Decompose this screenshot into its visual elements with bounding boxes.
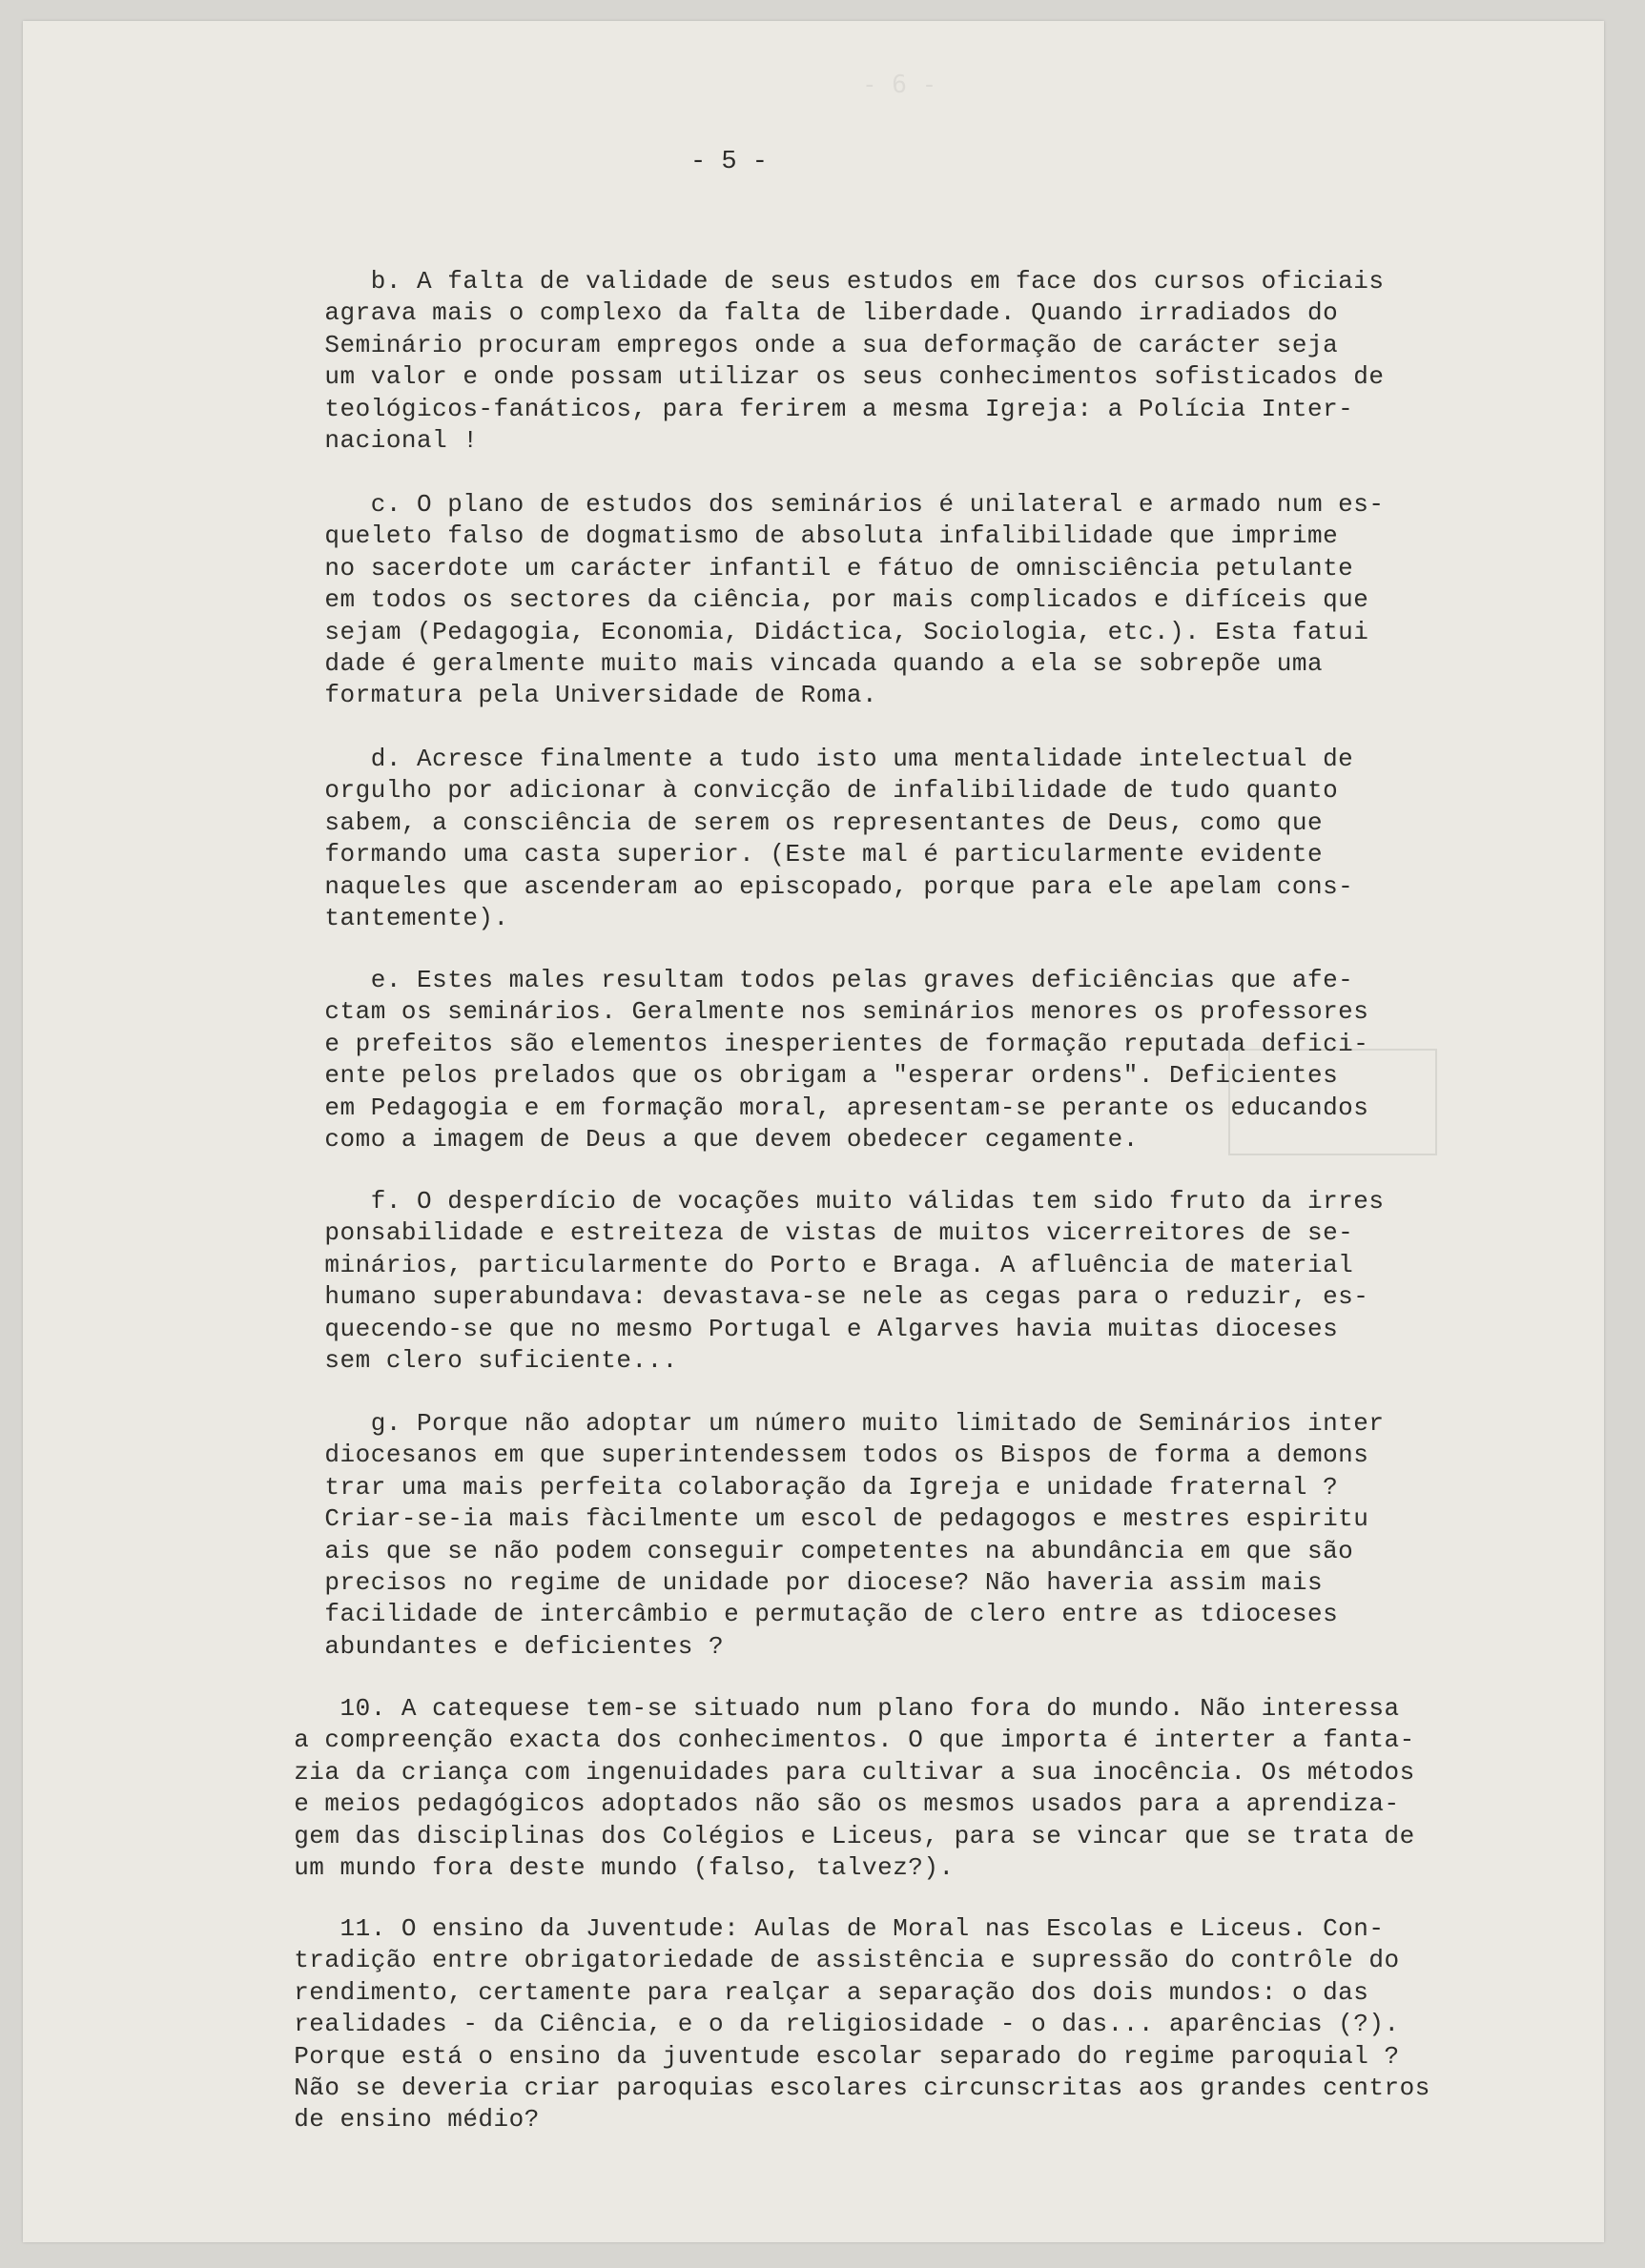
paragraph-g [263, 1408, 1385, 1663]
text-line: a compreenção exacta dos conhecimentos. O que importa é interter a fanta- [263, 1726, 1415, 1755]
text-line: sabem, a consciência de serem os representantes de Deus, como que [263, 807, 1324, 837]
text-line: Criar-se-ia mais fàcilmente um escol de pedagogos e mestres espiritu [263, 1504, 1369, 1534]
text-line: gem das disciplinas dos Colégios e Liceus, para se vincar que se trata de [263, 1821, 1415, 1850]
paragraph-11 [263, 1913, 1430, 2136]
text-line: formatura pela Universidade de Roma. [263, 681, 878, 710]
text-line: dade é geralmente muito mais vincada quando a ela se sobrepõe uma [263, 649, 1324, 679]
text-line: e. Estes males resultam todos pelas graves deficiências que afe- [263, 966, 1354, 994]
text-line: quecendo-se que no mesmo Portugal e Algarves havia muitas dioceses [263, 1314, 1339, 1343]
text-line: e meios pedagógicos adoptados não são os mesmos usados para a aprendiza- [263, 1789, 1400, 1819]
text-line: rendimento, certamente para realçar a separação dos dois mundos: o das [263, 1977, 1369, 2007]
text-line: tradição entre obrigatoriedade de assistência e supressão do contrôle do [263, 1946, 1400, 1975]
text-line: d. Acresce finalmente a tudo isto uma mentalidade intelectual de [263, 745, 1354, 773]
paragraph-f [263, 1186, 1385, 1377]
text-line: em Pedagogia e em formação moral, apresentam-se perante os educandos [263, 1093, 1369, 1122]
paragraph-c [263, 489, 1385, 712]
text-line: de ensino médio? [263, 2105, 540, 2135]
text-line: Porque está o ensino da juventude escolar separado do regime paroquial ? [263, 2041, 1400, 2071]
text-line: um mundo fora deste mundo (falso, talvez?). [263, 1853, 955, 1883]
text-line: agrava mais o complexo da falta de liberdade. Quando irradiados do [263, 298, 1339, 328]
text-line: nacional ! [263, 426, 479, 456]
text-line: f. O desperdício de vocações muito válidas tem sido fruto da irres [263, 1187, 1385, 1216]
paragraph-e [263, 965, 1368, 1155]
text-line: como a imagem de Deus a que devem obedecer cegamente. [263, 1125, 1139, 1154]
text-line: ponsabilidade e estreiteza de vistas de muitos vicerreitores de se- [263, 1218, 1354, 1248]
text-line: formando uma casta superior. (Este mal é particularmente evidente [263, 840, 1324, 869]
paragraph-d [263, 744, 1353, 934]
text-line: Seminário procuram empregos onde a sua deformação de carácter seja [263, 330, 1339, 359]
text-line: g. Porque não adoptar um número muito limitado de Seminários inter [263, 1409, 1385, 1438]
text-line: teológicos-fanáticos, para ferirem a mesma Igreja: a Polícia Inter- [263, 394, 1354, 423]
text-line: minários, particularmente do Porto e Braga. A afluência de material [263, 1250, 1354, 1279]
text-line: naqueles que ascenderam ao episcopado, porque para ele apelam cons- [263, 871, 1354, 901]
text-line: abundantes e deficientes ? [263, 1631, 725, 1661]
text-line: ais que se não podem conseguir competentes na abundância em que são [263, 1536, 1354, 1565]
text-line: realidades - da Ciência, e o da religiosidade - o das... aparências (?). [263, 2010, 1400, 2039]
text-line: um valor e onde possam utilizar os seus conhecimentos sofisticados de [263, 362, 1385, 392]
text-line: ente pelos prelados que os obrigam a "esperar ordens". Deficientes [263, 1061, 1339, 1091]
text-line: tantemente). [263, 904, 509, 933]
text-line: zia da criança com ingenuidades para cultivar a sua inocência. Os métodos [263, 1757, 1415, 1787]
text-line: no sacerdote um carácter infantil e fátuo de omnisciência petulante [263, 553, 1354, 582]
text-line: trar uma mais perfeita colaboração da Igreja e unidade fraternal ? [263, 1472, 1339, 1502]
paragraph-b [263, 266, 1385, 457]
text-line: diocesanos em que superintendessem todos os Bispos de forma a demons [263, 1440, 1369, 1470]
text-line: orgulho por adicionar à convicção de infalibilidade de tudo quanto [263, 776, 1339, 806]
text-line: 11. O ensino da Juventude: Aulas de Moral nas Escolas e Liceus. Con- [263, 1914, 1385, 1943]
text-line: facilidade de intercâmbio e permutação de clero entre as tdioceses [263, 1600, 1339, 1629]
document-page [23, 21, 1604, 2242]
text-line: sem clero suficiente... [263, 1346, 678, 1376]
text-line: humano superabundava: devastava-se nele as cegas para o reduzir, es- [263, 1282, 1369, 1312]
text-line: e prefeitos são elementos inesperientes de formação reputada defici- [263, 1029, 1369, 1058]
text-line: em todos os sectores da ciência, por mais complicados e difíceis que [263, 585, 1369, 615]
text-line: b. A falta de validade de seus estudos em face dos cursos oficiais [263, 267, 1385, 296]
text-line: queleto falso de dogmatismo de absoluta infalibilidade que imprime [263, 521, 1339, 551]
bleed-through-page-number: - 6 - [862, 71, 937, 99]
page-number: - 5 - [690, 148, 769, 176]
text-line: ctam os seminários. Geralmente nos seminários menores os professores [263, 997, 1369, 1027]
text-line: sejam (Pedagogia, Economia, Didáctica, Sociologia, etc.). Esta fatui [263, 617, 1369, 646]
text-line: 10. A catequese tem-se situado num plano fora do mundo. Não interessa [263, 1694, 1400, 1723]
paragraph-10 [263, 1693, 1415, 1884]
text-line: precisos no regime de unidade por diocese? Não haveria assim mais [263, 1568, 1324, 1598]
text-line: c. O plano de estudos dos seminários é unilateral e armado num es- [263, 490, 1385, 519]
text-line: Não se deveria criar paroquias escolares circunscritas aos grandes centros [263, 2074, 1430, 2103]
